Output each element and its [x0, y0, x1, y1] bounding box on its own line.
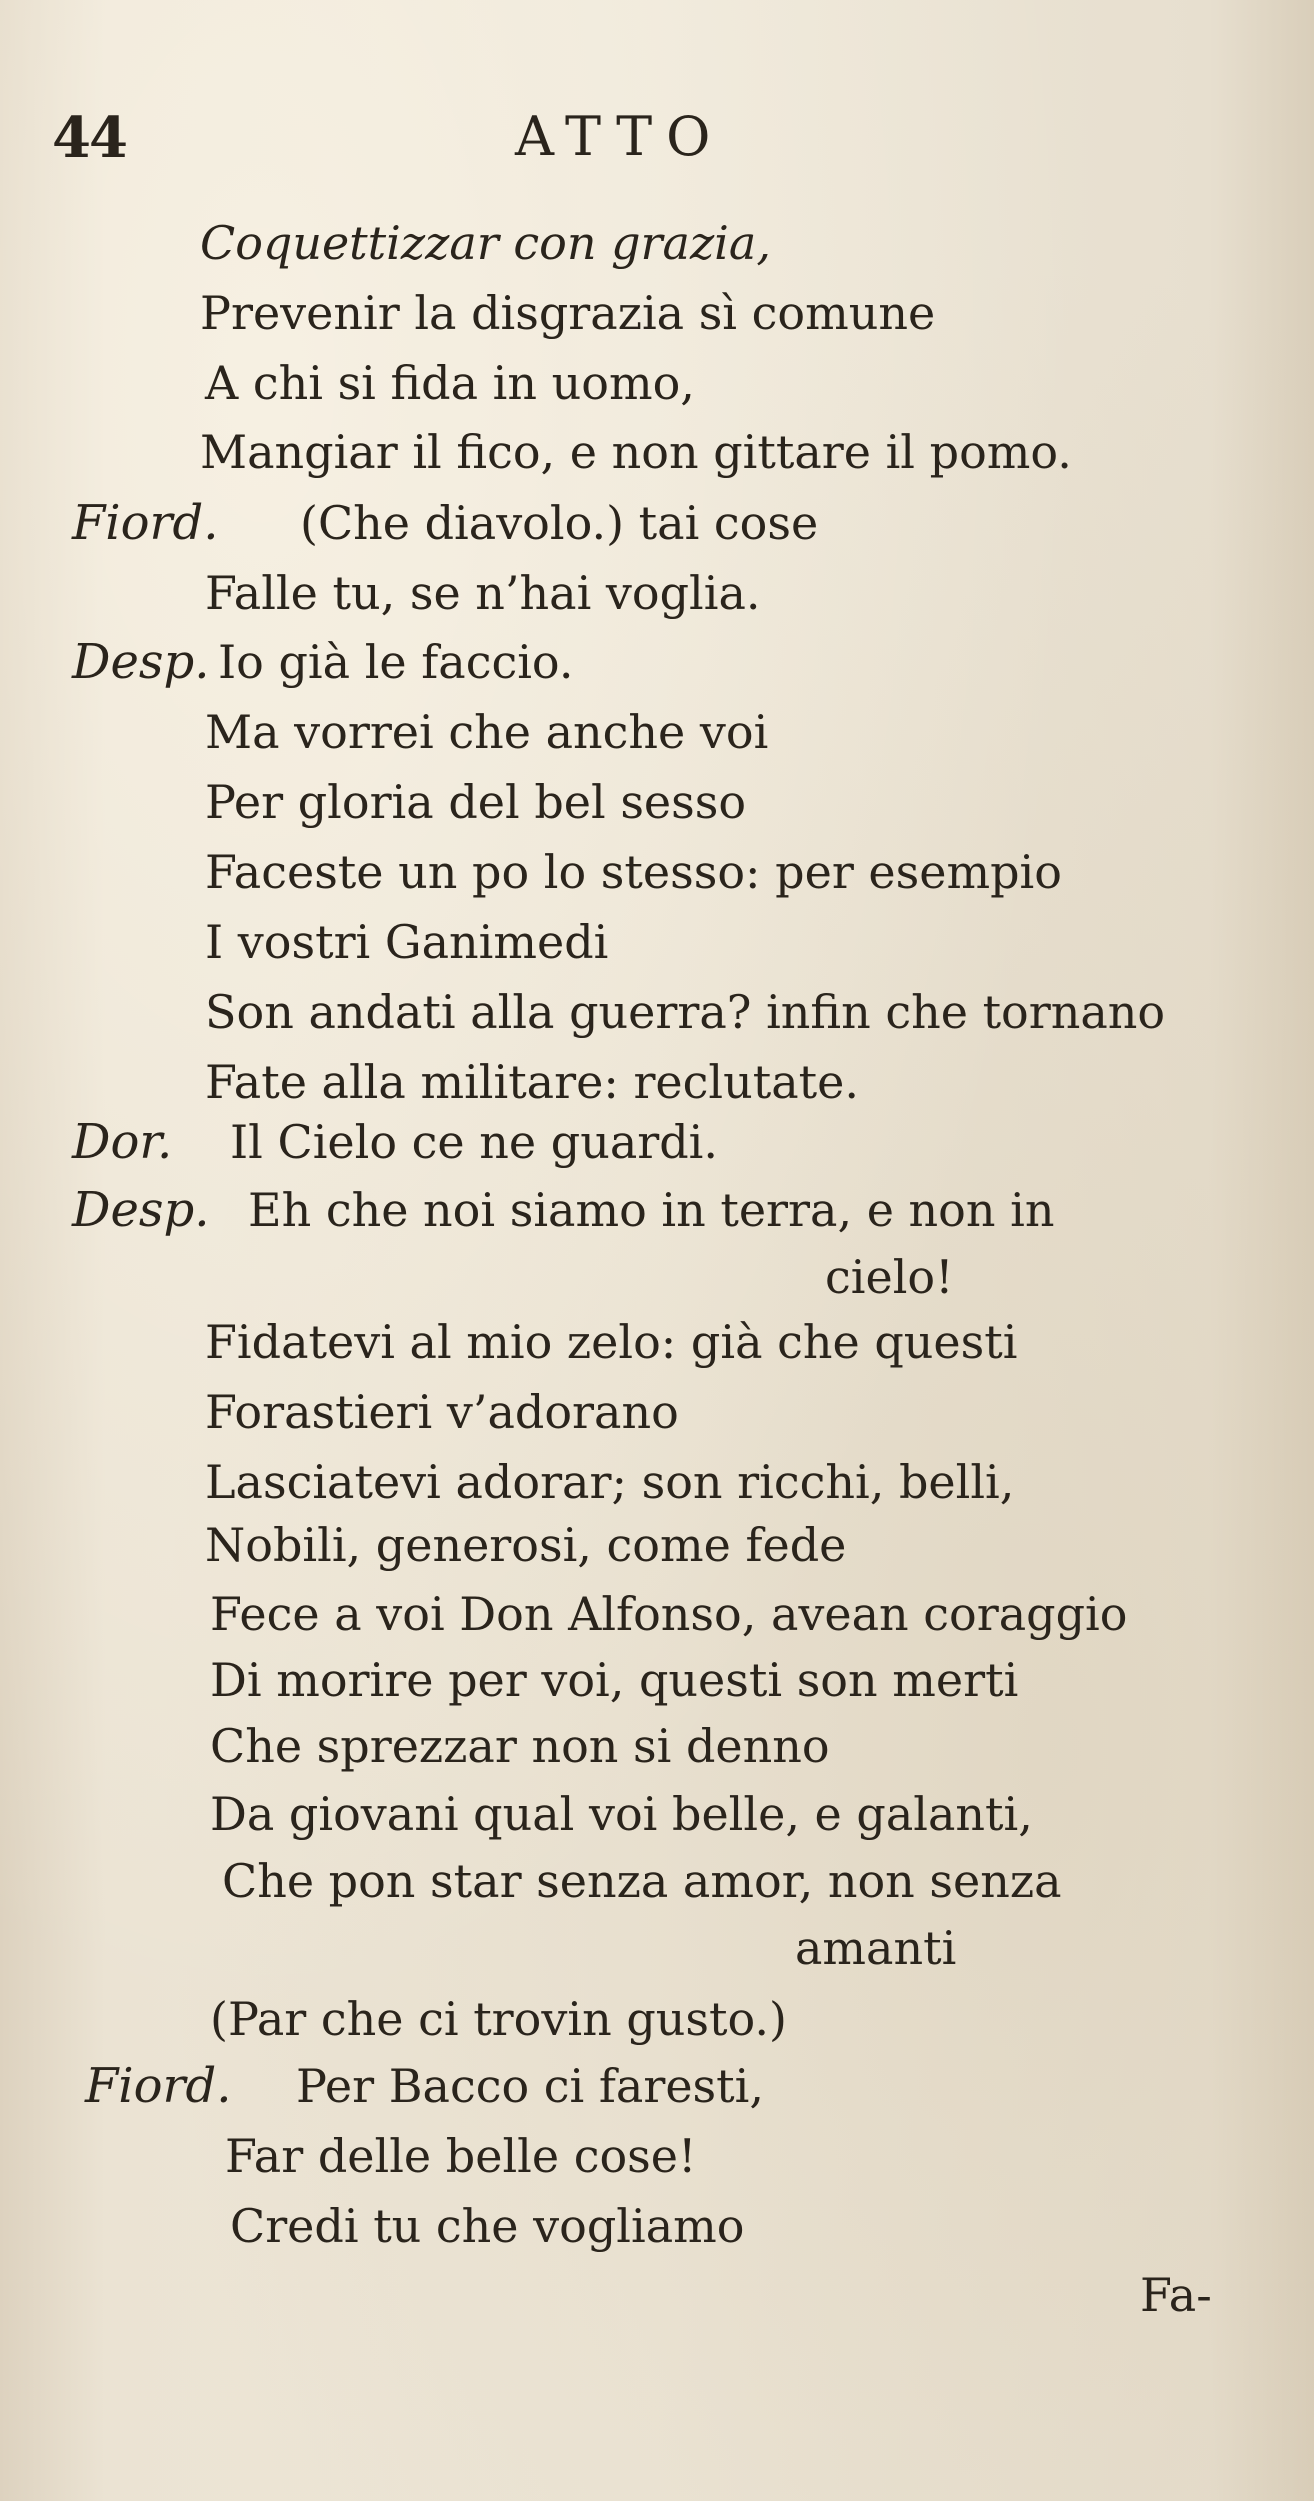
- verse-line: [0, 1515, 1314, 1575]
- verse-text: amanti: [795, 1921, 957, 1975]
- running-head: ATTO: [515, 105, 725, 168]
- verse-text: (Che diavolo.) tai cose: [300, 496, 819, 550]
- verse-text: Che pon star senza amor, non senza: [222, 1854, 1062, 1908]
- verse-text: Fate alla militare: reclutate.: [205, 1055, 859, 1109]
- verse-line: [0, 1382, 1314, 1442]
- verse-text: Eh che noi siamo in terra, e non in: [248, 1183, 1055, 1237]
- verse-line: [0, 982, 1314, 1042]
- verse-text: Io già le faccio.: [218, 635, 574, 689]
- page-header: [0, 105, 1314, 175]
- verse-line: [0, 702, 1314, 762]
- verse-line: [0, 772, 1314, 832]
- verse-text: cielo!: [825, 1250, 954, 1304]
- verse-line: [0, 1989, 1314, 2049]
- verse-text: Il Cielo ce ne guardi.: [230, 1115, 719, 1169]
- verse-text: A chi si fida in uomo,: [205, 356, 695, 410]
- verse-line: [0, 842, 1314, 902]
- verse-text: Mangiar il fico, e non gittare il pomo.: [200, 425, 1072, 479]
- verse-line: [0, 2056, 1314, 2116]
- verse-text: Far delle belle cose!: [225, 2129, 697, 2183]
- verse-line: [0, 1247, 1314, 1307]
- verse-line: [0, 213, 1314, 273]
- verse-text: Ma vorrei che anche voi: [205, 705, 769, 759]
- verse-line: [0, 1584, 1314, 1644]
- verse-line: [0, 1452, 1314, 1512]
- verse-line: [0, 493, 1314, 553]
- page-number: 44: [52, 105, 126, 171]
- verse-text: Fece a voi Don Alfonso, avean coraggio: [210, 1587, 1128, 1641]
- verse-line: [0, 1650, 1314, 1710]
- verse-line: [0, 1180, 1314, 1240]
- verse-line: [0, 912, 1314, 972]
- verse-text: Son andati alla guerra? infin che tornano: [205, 985, 1166, 1039]
- verse-line: [0, 1851, 1314, 1911]
- verse-text: Credi tu che vogliamo: [230, 2199, 745, 2253]
- speaker-label: Desp.: [72, 634, 210, 690]
- verse-line: [0, 353, 1314, 413]
- verse-text: Prevenir la disgrazia sì comune: [200, 286, 936, 340]
- verse-text: Che sprezzar non si denno: [210, 1719, 830, 1773]
- verse-text: Lasciatevi adorar; son ricchi, belli,: [205, 1455, 1015, 1509]
- speaker-label: Fiord.: [72, 495, 219, 551]
- verse-text: (Par che ci trovin gusto.): [210, 1992, 787, 2046]
- verse-text: Coquettizzar con grazia,: [200, 216, 771, 270]
- verse-line: [0, 2126, 1314, 2186]
- verse-line: [0, 422, 1314, 482]
- verse-line: [0, 1716, 1314, 1776]
- verse-line: [0, 283, 1314, 343]
- speaker-label: Dor.: [72, 1114, 173, 1170]
- verse-text: I vostri Ganimedi: [205, 915, 609, 969]
- speaker-label: Fiord.: [85, 2058, 232, 2114]
- speaker-label: Desp.: [72, 1182, 210, 1238]
- catchword: Fa-: [1140, 2268, 1212, 2322]
- verse-line: [0, 563, 1314, 623]
- verse-line: [0, 1112, 1314, 1172]
- verse-line: [0, 2196, 1314, 2256]
- verse-text: Di morire per voi, questi son merti: [210, 1653, 1019, 1707]
- verse-text: Faceste un po lo stesso: per esempio: [205, 845, 1062, 899]
- verse-line: [0, 632, 1314, 692]
- verse-text: Per gloria del bel sesso: [205, 775, 747, 829]
- verse-text: Falle tu, se n’hai voglia.: [205, 566, 761, 620]
- verse-line: [0, 1784, 1314, 1844]
- verse-line: [0, 1312, 1314, 1372]
- verse-line: [0, 1918, 1314, 1978]
- verse-text: Forastieri v’adorano: [205, 1385, 679, 1439]
- verse-line: [0, 1052, 1314, 1112]
- verse-text: Fidatevi al mio zelo: già che questi: [205, 1315, 1018, 1369]
- verse-text: Nobili, generosi, come fede: [205, 1518, 847, 1572]
- verse-text: Per Bacco ci faresti,: [296, 2059, 764, 2113]
- verse-text: Da giovani qual voi belle, e galanti,: [210, 1787, 1033, 1841]
